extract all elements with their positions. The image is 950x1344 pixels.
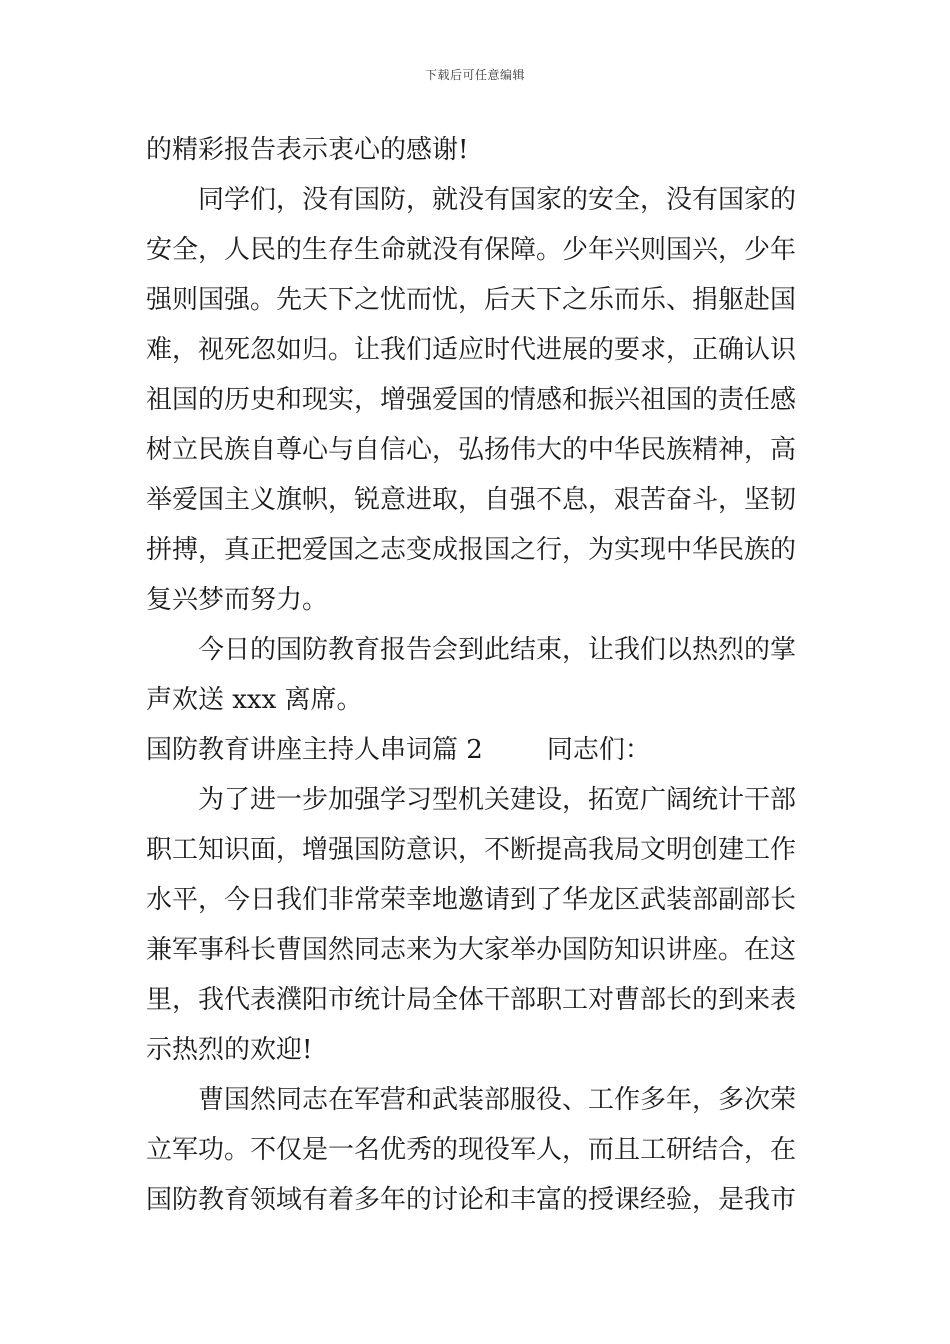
text-line: 水平，今日我们非常荣幸地邀请到了华龙区武装部副部长 <box>146 885 797 915</box>
text-line: 拼搏，真正把爱国之志变成报国之行，为实现中华民族的 <box>146 535 797 565</box>
text-line: 示热烈的欢迎! <box>146 1035 313 1065</box>
text-line: 里，我代表濮阳市统计局全体干部职工对曹部长的到来表 <box>146 985 797 1015</box>
text-line: 立军功。不仅是一名优秀的现役军人，而且工研结合，在 <box>146 1135 797 1165</box>
text-line: 树立民族自尊心与自信心，弘扬伟大的中华民族精神，高 <box>146 435 797 465</box>
page-header: 下载后可任意编辑 <box>424 68 525 82</box>
text-line: 兼军事科长曹国然同志来为大家举办国防知识讲座。在这 <box>146 935 797 965</box>
text-line: 祖国的历史和现实，增强爱国的情感和振兴祖国的责任感 <box>146 385 797 415</box>
text-line: 国防教育领域有着多年的讨论和丰富的授课经验，是我市 <box>146 1185 797 1215</box>
text-line: 为了进一步加强学习型机关建设，拓宽广阔统计干部 <box>198 785 797 815</box>
text-line: 举爱国主义旗帜，锐意进取，自强不息，艰苦奋斗，坚韧 <box>146 485 797 515</box>
text-line: 复兴梦而努力。 <box>146 585 329 615</box>
text-line: 职工知识面，增强国防意识，不断提高我局文明创建工作 <box>146 835 797 865</box>
text-line: 难，视死忽如归。让我们适应时代进展的要求，正确认识 <box>146 335 797 365</box>
text-line: 曹国然同志在军营和武装部服役、工作多年，多次荣 <box>198 1085 797 1115</box>
section-title: 国防教育讲座主持人串词篇 2 <box>146 735 483 765</box>
text-line: 同学们，没有国防，就没有国家的安全，没有国家的 <box>198 185 797 215</box>
text-line: 声欢送 xxx 离席。 <box>146 685 363 715</box>
section-heading <box>146 725 808 775</box>
document-body <box>146 125 808 1225</box>
text-line: 强则国强。先天下之忧而忧，后天下之乐而乐、捐躯赴国 <box>146 285 797 315</box>
text-line: 安全，人民的生存生命就没有保障。少年兴则国兴，少年 <box>146 235 797 265</box>
text-line: 的精彩报告表示衷心的感谢! <box>146 135 469 165</box>
text-line: 今日的国防教育报告会到此结束，让我们以热烈的掌 <box>198 635 797 665</box>
section-greeting: 同志们： <box>546 735 651 765</box>
